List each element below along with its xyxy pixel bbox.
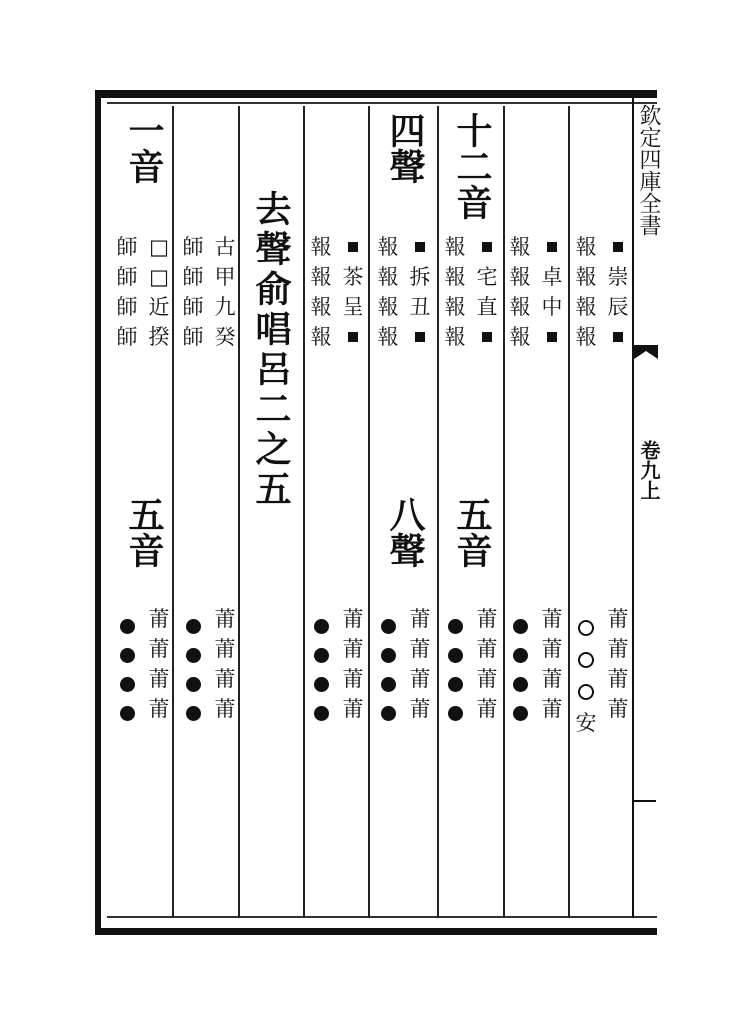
filled-circle-icon — [314, 648, 329, 663]
main-char: □ — [149, 265, 169, 289]
annotation-char: 報 — [509, 235, 531, 259]
tone-mark-column — [308, 612, 334, 728]
annotation-column — [507, 232, 533, 352]
book-title — [637, 104, 659, 236]
column-rule — [303, 106, 305, 918]
fan-char: 莆 — [409, 607, 431, 631]
square-mark-icon — [482, 332, 492, 342]
square-mark-icon — [348, 242, 358, 252]
annotation-char: 報 — [310, 235, 332, 259]
fan-char: 莆 — [214, 667, 236, 691]
main-text-column — [539, 232, 565, 352]
filled-circle-icon — [513, 706, 528, 721]
fan-column — [212, 604, 238, 724]
main-char: 拆 — [409, 265, 431, 289]
annotation-char: 師 — [116, 265, 138, 289]
main-char: 茶 — [342, 265, 364, 289]
annotation-char: 師 — [182, 325, 204, 349]
fan-char: 莆 — [148, 607, 170, 631]
filled-circle-icon — [186, 677, 201, 692]
tone-mark-column — [375, 612, 401, 728]
annotation-char: 報 — [310, 325, 332, 349]
column-rule — [437, 106, 439, 918]
main-char: 癸 — [214, 325, 236, 349]
fan-char: 莆 — [148, 667, 170, 691]
annotation-char: 報 — [310, 265, 332, 289]
fan-char: 莆 — [541, 607, 563, 631]
filled-circle-icon — [186, 619, 201, 634]
filled-circle-icon — [513, 648, 528, 663]
tone-mark-column — [114, 612, 140, 728]
annotation-char: 報 — [444, 325, 466, 349]
annotation-char: 報 — [444, 295, 466, 319]
annotation-char: 報 — [444, 265, 466, 289]
fan-char: 莆 — [476, 667, 498, 691]
annotation-column — [573, 232, 599, 352]
fan-column — [539, 604, 565, 724]
column-rule — [568, 106, 570, 918]
column-heading-text: 十二音 — [451, 112, 493, 220]
fan-char: 莆 — [214, 637, 236, 661]
tone-mark-column — [442, 612, 468, 728]
main-text-column — [474, 232, 500, 352]
filled-circle-icon — [381, 706, 396, 721]
square-mark-icon — [482, 242, 492, 252]
main-char: 卓 — [541, 265, 563, 289]
annotation-char: 報 — [509, 265, 531, 289]
fan-char: 莆 — [607, 697, 629, 721]
annotation-char: 師 — [116, 235, 138, 259]
inner-bottom-rule — [107, 916, 657, 918]
fan-char: 莆 — [214, 697, 236, 721]
filled-circle-icon — [120, 677, 135, 692]
page-frame — [95, 90, 657, 935]
lower-heading-text: 八聲 — [384, 496, 426, 568]
main-char: 直 — [476, 295, 498, 319]
annotation-char: 報 — [575, 235, 597, 259]
fan-char: 莆 — [214, 607, 236, 631]
fan-column — [474, 604, 500, 724]
filled-circle-icon — [314, 619, 329, 634]
annotation-char: 報 — [377, 265, 399, 289]
fan-char: 莆 — [541, 667, 563, 691]
column-heading — [120, 112, 168, 184]
column-rule — [368, 106, 370, 918]
column-rule — [172, 106, 174, 918]
annotation-column — [308, 232, 334, 352]
hollow-circle-icon — [578, 620, 594, 636]
fan-char: 莆 — [476, 697, 498, 721]
tone-char: 安 — [575, 711, 597, 735]
annotation-char: 師 — [182, 295, 204, 319]
lower-heading — [381, 496, 429, 568]
fan-column — [605, 604, 631, 724]
lower-heading-text: 五音 — [451, 496, 493, 568]
fan-column — [340, 604, 366, 724]
section-title-text: 去聲俞唱呂二之五 — [250, 190, 292, 510]
main-text-column — [212, 232, 238, 352]
main-char: 古 — [214, 235, 236, 259]
filled-circle-icon — [448, 677, 463, 692]
annotation-char: 師 — [116, 325, 138, 349]
hollow-circle-icon — [578, 652, 594, 668]
fan-column — [407, 604, 433, 724]
main-char: □ — [149, 235, 169, 259]
filled-circle-icon — [120, 706, 135, 721]
fan-char: 莆 — [342, 637, 364, 661]
filled-circle-icon — [381, 677, 396, 692]
filled-circle-icon — [448, 706, 463, 721]
inner-top-rule — [107, 102, 657, 104]
annotation-char: 報 — [377, 295, 399, 319]
column-heading-text: 四聲 — [384, 112, 426, 184]
annotation-char: 報 — [444, 235, 466, 259]
fan-char: 莆 — [409, 697, 431, 721]
filled-circle-icon — [513, 619, 528, 634]
column-rule — [238, 106, 240, 918]
filled-circle-icon — [381, 619, 396, 634]
tone-mark-column — [573, 612, 599, 738]
annotation-char: 報 — [377, 325, 399, 349]
filled-circle-icon — [186, 648, 201, 663]
square-mark-icon — [613, 332, 623, 342]
annotation-column — [442, 232, 468, 352]
juan-number-text: 卷九上 — [637, 440, 661, 500]
margin-foot-rule — [634, 800, 656, 802]
main-text-column — [146, 232, 172, 352]
annotation-char: 報 — [509, 325, 531, 349]
annotation-char: 師 — [182, 265, 204, 289]
filled-circle-icon — [448, 619, 463, 634]
square-mark-icon — [348, 332, 358, 342]
square-mark-icon — [547, 242, 557, 252]
main-char: 辰 — [607, 295, 629, 319]
fan-char: 莆 — [342, 607, 364, 631]
annotation-char: 師 — [182, 235, 204, 259]
filled-circle-icon — [381, 648, 396, 663]
main-char: 揆 — [148, 325, 170, 349]
filled-circle-icon — [186, 706, 201, 721]
annotation-char: 報 — [575, 325, 597, 349]
fan-char: 莆 — [541, 697, 563, 721]
fan-char: 莆 — [148, 697, 170, 721]
main-text-column — [605, 232, 631, 352]
annotation-char: 報 — [377, 235, 399, 259]
main-char: 甲 — [214, 265, 236, 289]
annotation-column — [114, 232, 140, 352]
lower-heading-text: 五音 — [123, 496, 165, 568]
fan-char: 莆 — [607, 607, 629, 631]
juan-number — [637, 440, 661, 500]
lower-heading — [448, 496, 496, 568]
fan-char: 莆 — [409, 667, 431, 691]
fan-char: 莆 — [476, 637, 498, 661]
book-title-text: 欽定四庫全書 — [636, 104, 661, 236]
column-heading-text: 一音 — [123, 112, 165, 184]
filled-circle-icon — [314, 677, 329, 692]
annotation-column — [375, 232, 401, 352]
main-char: 丑 — [409, 295, 431, 319]
column-heading — [448, 112, 496, 220]
main-char: 崇 — [607, 265, 629, 289]
main-text-column — [340, 232, 366, 352]
main-char: 九 — [214, 295, 236, 319]
fan-char: 莆 — [342, 697, 364, 721]
fishtail-mark-icon — [634, 345, 658, 369]
annotation-char: 報 — [575, 265, 597, 289]
fan-char: 莆 — [342, 667, 364, 691]
main-char: 中 — [541, 295, 563, 319]
column-rule — [503, 106, 505, 918]
main-char: 呈 — [342, 295, 364, 319]
annotation-char: 報 — [310, 295, 332, 319]
square-mark-icon — [613, 242, 623, 252]
main-char: 近 — [148, 295, 170, 319]
square-mark-icon — [415, 242, 425, 252]
section-title — [248, 190, 294, 510]
annotation-column — [180, 232, 206, 352]
main-char: 宅 — [476, 265, 498, 289]
main-text-column — [407, 232, 433, 352]
lower-heading — [120, 496, 168, 568]
annotation-char: 報 — [575, 295, 597, 319]
fan-char: 莆 — [409, 637, 431, 661]
annotation-char: 師 — [116, 295, 138, 319]
annotation-char: 報 — [509, 295, 531, 319]
filled-circle-icon — [314, 706, 329, 721]
fan-char: 莆 — [607, 637, 629, 661]
filled-circle-icon — [513, 677, 528, 692]
square-mark-icon — [547, 332, 557, 342]
fan-char: 莆 — [607, 667, 629, 691]
filled-circle-icon — [120, 648, 135, 663]
filled-circle-icon — [120, 619, 135, 634]
fan-char: 莆 — [476, 607, 498, 631]
fan-column — [146, 604, 172, 724]
square-mark-icon — [415, 332, 425, 342]
hollow-circle-icon — [578, 684, 594, 700]
column-heading — [381, 112, 429, 184]
fan-char: 莆 — [148, 637, 170, 661]
fan-char: 莆 — [541, 637, 563, 661]
tone-mark-column — [180, 612, 206, 728]
tone-mark-column — [507, 612, 533, 728]
filled-circle-icon — [448, 648, 463, 663]
